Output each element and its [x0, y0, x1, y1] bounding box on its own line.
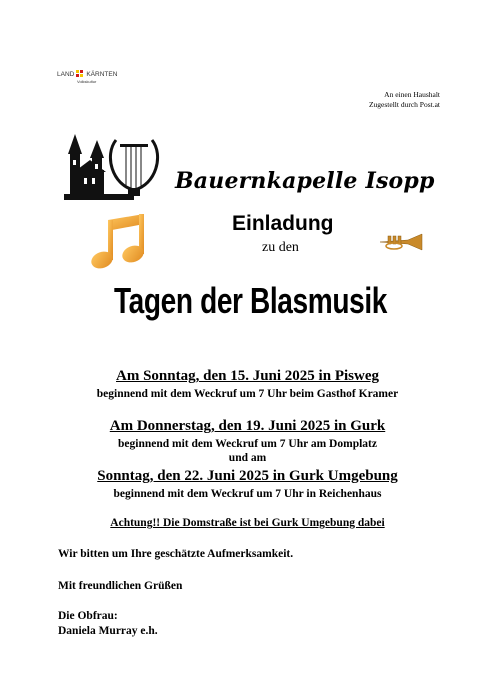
address-line-1: An einen Haushalt	[384, 90, 440, 99]
church-lyre-illustration	[64, 130, 174, 205]
event-1-subtitle: beginnend mit dem Weckruf um 7 Uhr beim Gasthof Kramer	[96, 388, 399, 400]
logo-mark-icon	[76, 70, 84, 78]
band-name: Bauernkapelle Isopp	[175, 168, 435, 194]
event-2-subtitle: beginnend mit dem Weckruf um 7 Uhr am Domplatz	[118, 438, 377, 450]
event-3-subtitle: beginnend mit dem Weckruf um 7 Uhr in Reichenhaus	[113, 488, 382, 500]
logo-sub-text: Volkskultur	[77, 79, 97, 84]
music-note-icon	[88, 212, 150, 274]
land-kaernten-logo	[57, 70, 117, 84]
greeting-text: Mit freundlichen Grüßen	[58, 580, 183, 592]
address-block	[330, 90, 440, 110]
trumpet-icon	[378, 232, 428, 252]
event-1-title: Am Sonntag, den 15. Juni 2025 in Pisweg	[116, 368, 379, 384]
event-2-title: Am Donnerstag, den 19. Juni 2025 in Gurk	[109, 418, 386, 434]
logo-left-text: LAND	[57, 70, 75, 78]
event-title: Tagen der Blasmusik	[114, 280, 387, 321]
event-3-title: Sonntag, den 22. Juni 2025 in Gurk Umgebung	[97, 468, 398, 484]
und-am-text: und am	[228, 452, 267, 464]
address-line-2: Zugestellt durch Post.at	[368, 100, 440, 109]
request-text: Wir bitten um Ihre geschätzte Aufmerksamkeit.	[58, 548, 294, 560]
logo-right-text: KÄRNTEN	[86, 70, 118, 78]
signatory-role: Die Obfrau:	[58, 610, 118, 622]
invitation-heading: Einladung	[232, 212, 334, 235]
zu-den-text: zu den	[262, 240, 299, 255]
road-notice: Achtung!! Die Domstraße ist bei Gurk Umgebung dabei	[110, 517, 385, 529]
signatory-name: Daniela Murray e.h.	[58, 625, 158, 637]
